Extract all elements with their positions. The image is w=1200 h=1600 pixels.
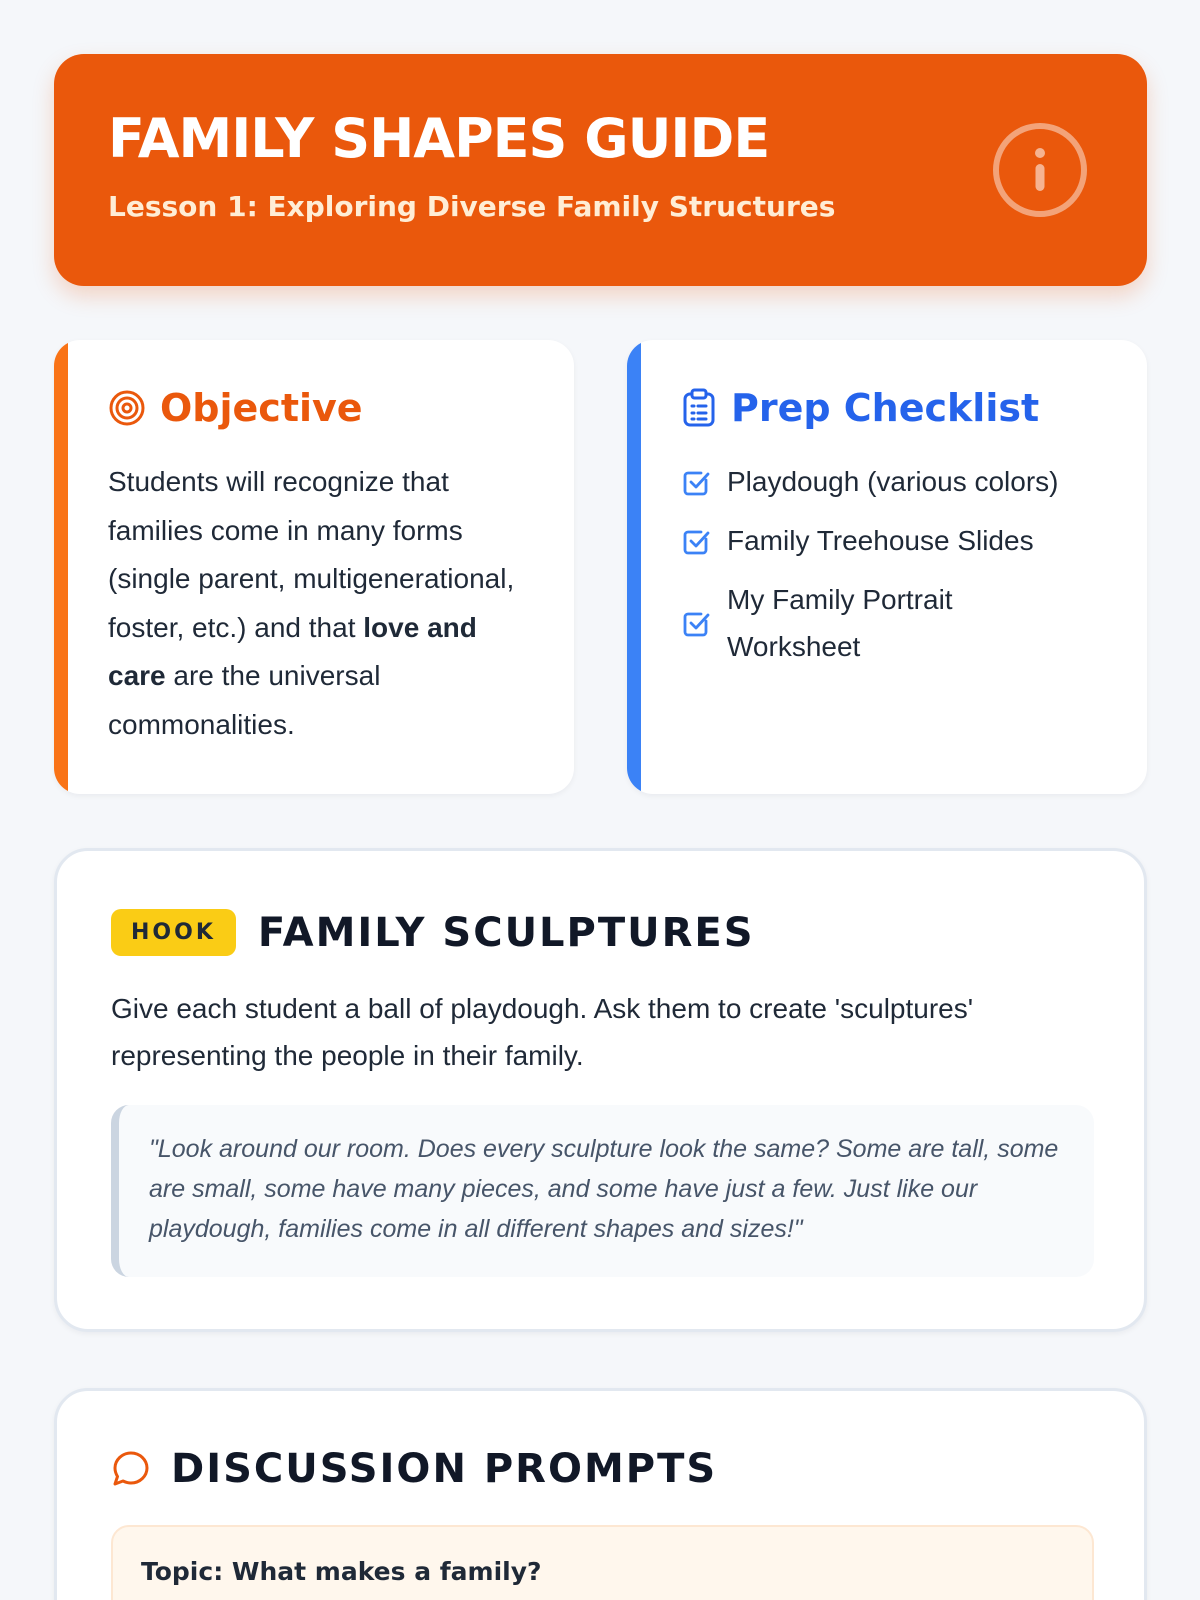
objective-title: Objective: [160, 386, 363, 430]
objective-header: [108, 384, 363, 432]
checkbox-checked-icon[interactable]: [681, 466, 713, 498]
hook-title: FAMILY SCULPTURES: [257, 909, 755, 956]
objective-text-end: are the universal commonalities.: [108, 660, 381, 740]
discussion-topic-label: Topic: What makes a family?: [141, 1557, 542, 1586]
objective-text-emphasis: love and care: [108, 611, 477, 691]
hook-card: [54, 848, 1147, 1332]
checkbox-checked-icon[interactable]: [681, 525, 713, 557]
clipboard-icon: [681, 388, 717, 428]
objective-card: [54, 340, 574, 794]
checklist-item[interactable]: [681, 458, 1121, 505]
page-title: FAMILY SHAPES GUIDE: [108, 107, 770, 170]
discussion-prompts-card: [54, 1388, 1147, 1600]
info-icon[interactable]: [992, 122, 1088, 218]
checklist-item-label: My Family Portrait Worksheet: [727, 584, 953, 662]
checkbox-checked-icon[interactable]: [681, 607, 713, 639]
checklist-item[interactable]: [681, 576, 1121, 670]
prep-checklist: [681, 458, 1121, 682]
prep-checklist-card: [627, 340, 1147, 794]
objective-accent-bar: [54, 340, 68, 794]
hook-badge: HOOK: [111, 909, 236, 956]
page-subtitle: Lesson 1: Exploring Diverse Family Structures: [108, 190, 836, 223]
header-banner: [54, 54, 1147, 286]
checklist-header: [681, 384, 1039, 432]
target-icon: [108, 389, 146, 427]
checklist-item[interactable]: [681, 517, 1121, 564]
checklist-accent-bar: [627, 340, 641, 794]
checklist-item-label: Playdough (various colors): [727, 466, 1059, 497]
checklist-item-label: Family Treehouse Slides: [727, 525, 1034, 556]
objective-text: [108, 458, 538, 749]
discussion-title: DISCUSSION PROMPTS: [171, 1446, 718, 1492]
objective-text-start: Students will recognize that families come in many forms (single parent, multigenerational, foster, etc.) and that: [108, 466, 515, 643]
hook-instructions: Give each student a ball of playdough. Ask them to create 'sculptures' representing the people in their family.: [111, 993, 974, 1071]
discussion-header: [111, 1446, 718, 1492]
hook-header: [111, 909, 755, 956]
discussion-topic-box: [111, 1525, 1094, 1600]
speech-bubble-icon: [111, 1449, 151, 1489]
teacher-script-quote: "Look around our room. Does every sculpture look the same? Some are tall, some are small, some have many pieces, and some have just a few. Just like our playdough, families come in all different shapes and sizes!": [111, 1105, 1094, 1277]
checklist-title: Prep Checklist: [731, 386, 1040, 430]
